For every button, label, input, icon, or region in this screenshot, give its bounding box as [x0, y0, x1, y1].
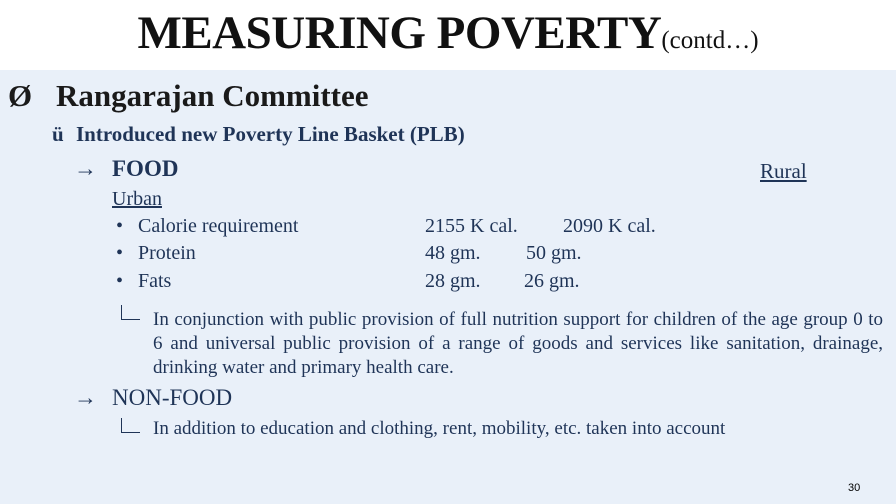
corner-connector-icon	[121, 418, 140, 433]
food-label: FOOD	[112, 156, 179, 181]
bullet-dot-icon: •	[116, 270, 124, 292]
nonfood-label: NON-FOOD	[112, 385, 233, 410]
column-header-urban: Urban	[112, 188, 162, 210]
list-item	[116, 242, 196, 265]
list-item	[116, 215, 299, 238]
bullet-plb	[52, 122, 465, 147]
value-urban: 2155 K cal.	[425, 215, 518, 237]
right-arrow-icon: →	[74, 156, 97, 181]
value-rural: 50 gm.	[526, 242, 582, 264]
slide-title	[0, 6, 896, 60]
value-rural: 26 gm.	[524, 270, 580, 292]
row-label: Protein	[138, 242, 196, 264]
nonfood-heading	[74, 385, 232, 411]
food-note: In conjunction with public provision of full nutrition support for children of the age group 0 to 6 and universal public provision of a range of goods and services like sanitation, drainage, drinking water and primary health care.	[153, 309, 883, 378]
arrow-bullet-icon: Ø	[8, 78, 33, 113]
column-header-rural: Rural	[760, 159, 807, 183]
nonfood-note: In addition to education and clothing, rent, mobility, etc. taken into account	[153, 418, 726, 439]
value-urban: 28 gm.	[425, 270, 481, 292]
title-main: MEASURING POVERTY	[137, 7, 662, 59]
corner-connector-icon	[121, 305, 140, 320]
bullet-dot-icon: •	[116, 215, 124, 237]
bullet-rangarajan-text: Rangarajan Committee	[56, 78, 369, 113]
title-suffix: (contd…)	[661, 27, 759, 54]
row-label: Calorie requirement	[138, 215, 299, 237]
list-item	[116, 270, 171, 293]
value-urban: 48 gm.	[425, 242, 481, 264]
checkmark-icon: ü	[52, 122, 64, 146]
page-number: 30	[848, 482, 861, 494]
bullet-rangarajan	[8, 78, 369, 114]
right-arrow-icon: →	[74, 385, 97, 410]
bullet-dot-icon: •	[116, 242, 124, 264]
value-rural: 2090 K cal.	[563, 215, 656, 237]
food-heading	[74, 156, 178, 182]
row-label: Fats	[138, 270, 172, 292]
bullet-plb-text: Introduced new Poverty Line Basket (PLB)	[76, 122, 465, 146]
